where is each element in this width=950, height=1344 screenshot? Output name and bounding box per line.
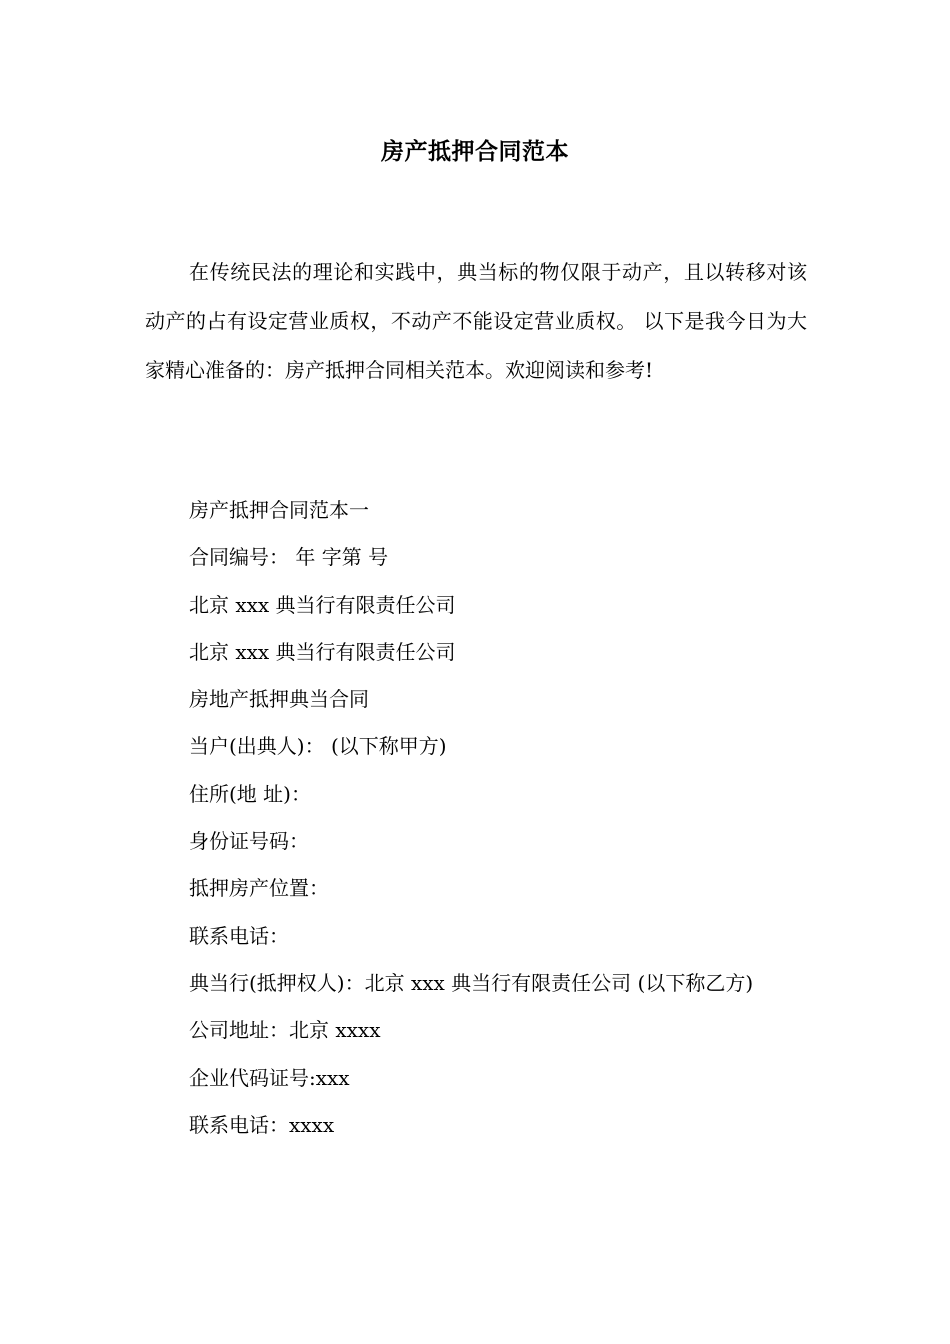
phone-line: 联系电话： [189,923,289,948]
company-address-line: 公司地址：北京 xxxx [189,1018,381,1043]
section-heading: 房产抵押合同范本一 [189,498,369,522]
party-a-line: 当户(出典人)： (以下称甲方) [189,734,447,759]
contract-lines [145,487,807,1149]
id-number-line: 身份证号码： [189,829,309,854]
contract-title-line: 房地产抵押典当合同 [189,687,369,712]
contract-number-line: 合同编号： 年 字第 号 [189,545,389,570]
company-phone-line: 联系电话：xxxx [189,1112,335,1137]
property-location-line: 抵押房产位置： [189,876,329,901]
company-name-line: 北京 xxx 典当行有限责任公司 [189,592,456,617]
intro-paragraph: 在传统民法的理论和实践中，典当标的物仅限于动产，且以转移对该动产的占有设定营业质权，不动产不能设定营业质权。 以下是我今日为大家精心准备的：房产抵押合同相关范本。欢迎阅读和参考! [145,260,807,382]
party-b-line: 典当行(抵押权人)：北京 xxx 典当行有限责任公司 (以下称乙方) [189,970,754,995]
enterprise-code-line: 企业代码证号:xxx [189,1065,350,1090]
document-title: 房产抵押合同范本 [381,139,569,165]
company-name-line: 北京 xxx 典当行有限责任公司 [189,639,456,664]
address-line: 住所(地 址)： [189,781,311,806]
